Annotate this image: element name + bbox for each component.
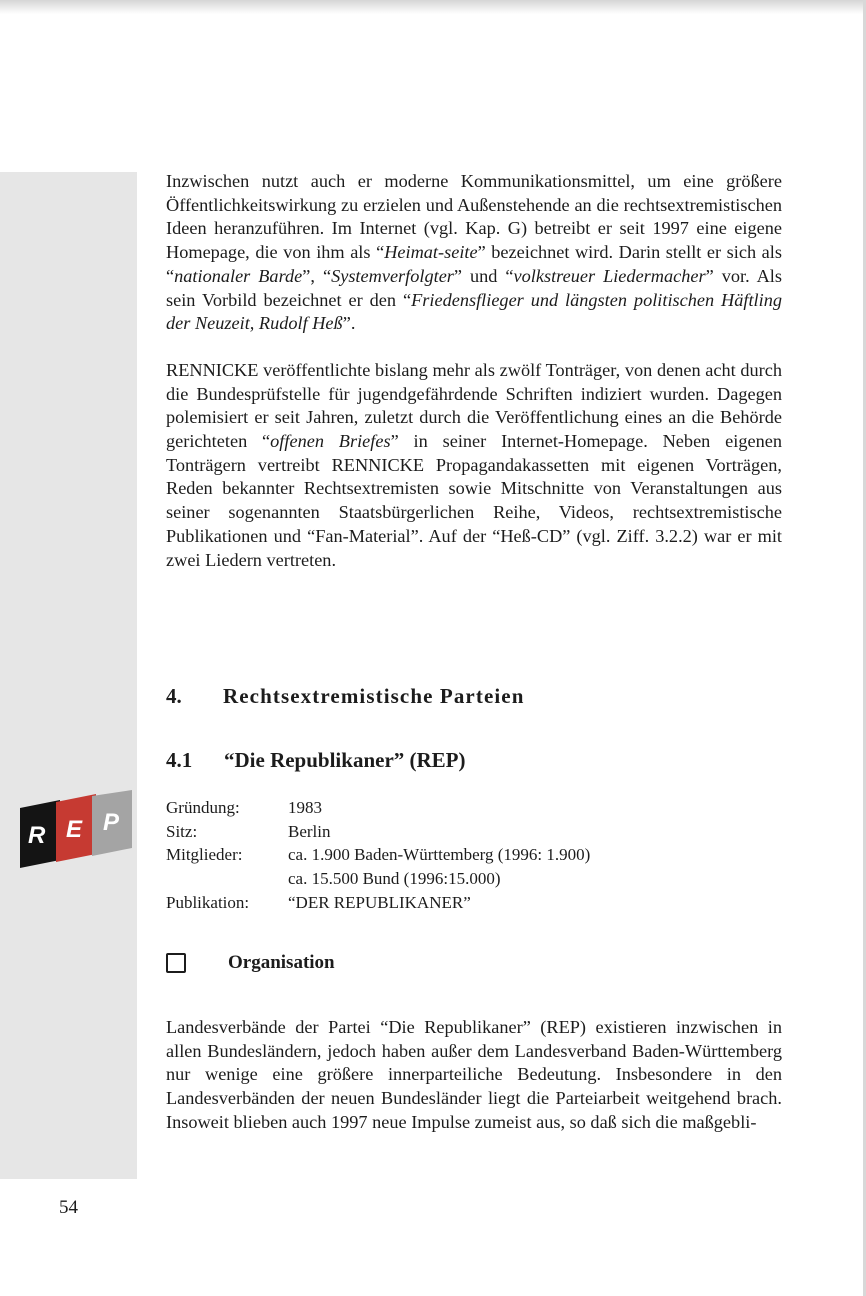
paragraph-rennicke: RENNICKE veröffentlichte bislang mehr als zwölf Tonträger, von denen acht durch die Bundesprüfstelle für jugendgefährdende Schriften indiziert wurden. Dagegen polemisiert er seit Jahren, zuletzt durch die Veröffentlichung eines an die Behörde gerichteten “offenen Briefes” in seiner Internet-Homepage. Neben eigenen Tonträgern vertreibt RENNICKE Propagandakassetten mit eigenen Vorträgen, Reden bekannter Rechtsextremisten sowie Mitschnitte von Veranstaltungen aus seiner sogenannten Staatsbürgerlichen Reihe, Videos, rechtsextremistische Publikationen und “Fan-Material”. Auf der “Heß-CD” (vgl. Ziff. 3.2.2) war er mit zwei Liedern vertreten. (166, 359, 782, 570)
fact-label: Gründung: (166, 798, 240, 817)
section-number: 4. (166, 684, 182, 708)
fact-label: Mitglieder: (166, 845, 243, 865)
checkbox-bullet-icon (166, 953, 186, 973)
fact-value: Berlin (288, 821, 331, 841)
paragraph-landesverbaende: Landesverbände der Partei “Die Republikaner” (REP) existieren inzwischen in allen Bundesländern, jedoch haben außer dem Landesverband Baden-Württemberg nur wenige eine größere innerparteiliche Bedeutung. Insbesondere in den Landesverbänden der neuen Bundesländer liegt die Parteiarbeit weitgehend brach. Insoweit blieben auch 1997 neue Impulse zumeist aus, so daß sich die maßgebli- (166, 1017, 782, 1132)
page-number: 54 (59, 1197, 78, 1218)
party-facts (166, 796, 590, 915)
fact-row (166, 820, 590, 844)
organisation-title: Organisation (228, 952, 335, 973)
fact-value: “DER REPUBLIKANER” (288, 892, 471, 912)
fact-label: Publikation: (166, 892, 250, 912)
scan-top-edge (0, 0, 866, 14)
logo-letter-p: P (103, 809, 120, 836)
margin-gray-strip (0, 172, 137, 1179)
body-text-bottom (166, 1016, 782, 1135)
fact-label: Sitz: (166, 821, 198, 841)
fact-row (166, 867, 590, 891)
subsection-title: “Die Republikaner” (REP) (224, 748, 466, 772)
body-text-top (166, 170, 782, 572)
section-heading (166, 684, 525, 709)
section-title: Rechtsextremistische Parteien (223, 684, 525, 708)
rep-logo (10, 790, 138, 868)
logo-letter-e: E (66, 816, 83, 843)
fact-label (166, 867, 288, 891)
fact-value: ca. 15.500 Bund (1996:15.000) (288, 869, 501, 889)
fact-row (166, 796, 590, 820)
subsection-heading (166, 748, 466, 773)
subsection-number: 4.1 (166, 748, 193, 772)
fact-row (166, 843, 590, 867)
paragraph-homepage: Inzwischen nutzt auch er moderne Kommunikationsmittel, um eine größere Öffentlichkeitswirkung zu erzielen und Außenstehende an die rechtsextremistischen Ideen heranzuführen. Im Internet (vgl. Kap. G) betreibt er seit 1997 eine eigene Homepage, die von ihm als “Heimat-seite” bezeichnet wird. Darin stellt er sich als “nationaler Barde”, “Systemverfolgter” und “volkstreuer Liedermacher” vor. Als sein Vorbild bezeichnet er den “Friedensflieger und längsten politischen Häftling der Neuzeit, Rudolf Heß”. (166, 171, 783, 334)
organisation-heading (166, 952, 335, 974)
fact-row (166, 891, 590, 915)
fact-value: ca. 1.900 Baden-Württemberg (1996: 1.900) (288, 845, 591, 865)
fact-value: 1983 (288, 798, 322, 817)
logo-letter-r: R (28, 822, 46, 849)
